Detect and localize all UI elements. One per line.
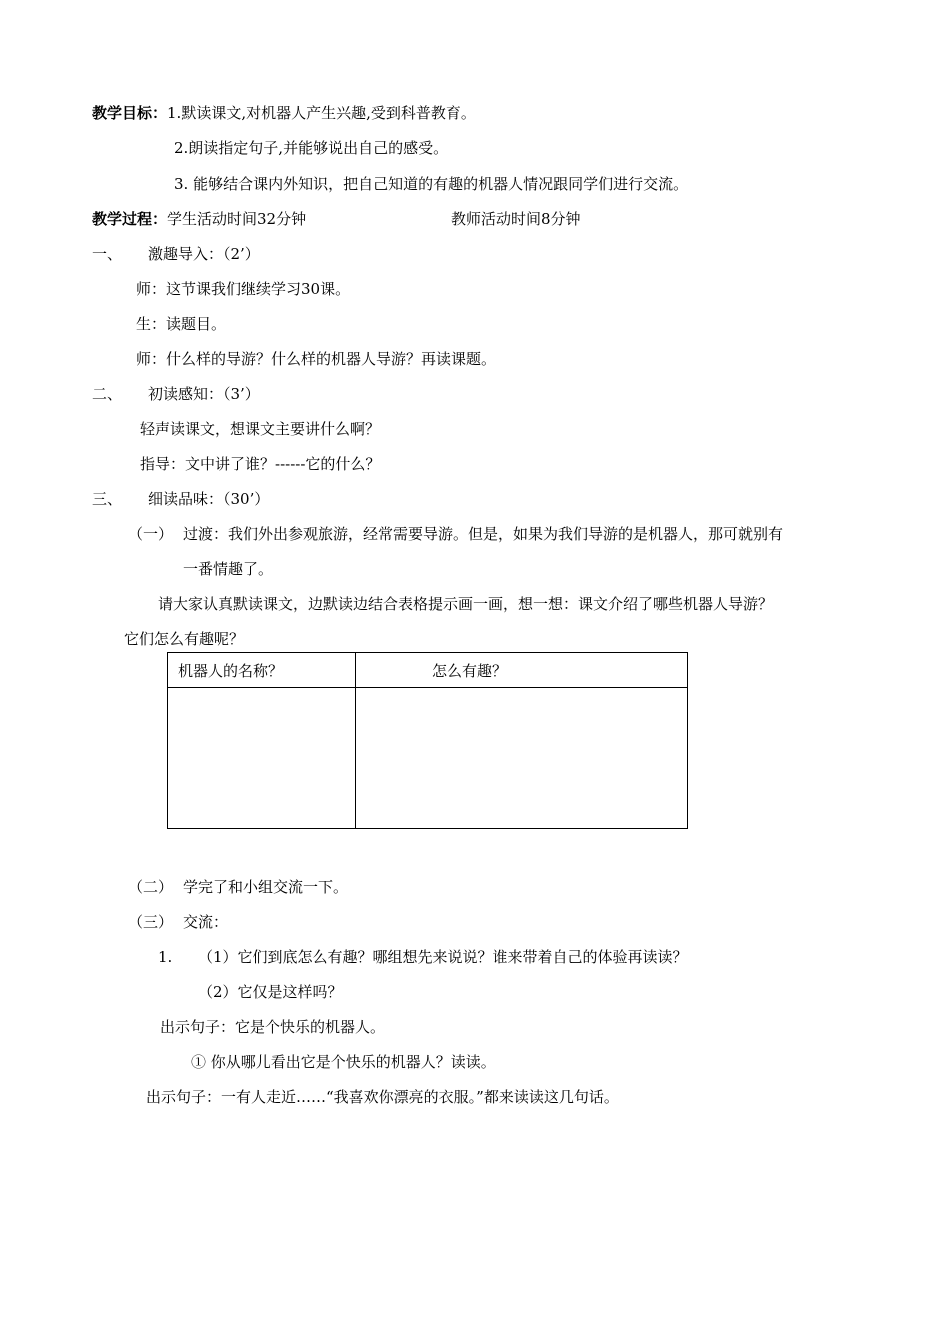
student-time: 学生活动时间32分钟 [167,210,307,228]
item-1-question-1: （1）它们到底怎么有趣？哪组想先来说说？谁来带着自己的体验再读读？ [198,948,688,966]
section2-line-1: 轻声读课文，想课文主要讲什么啊？ [140,420,381,438]
section2-number: 二、 [92,385,123,403]
table-cell-name [168,688,356,829]
robot-table [167,652,688,829]
subsection-3-number: （三） [128,913,174,931]
show-sentence-1: 出示句子：它是个快乐的机器人。 [160,1018,386,1036]
section1-line-1: 师：这节课我们继续学习30课。 [136,280,351,298]
section1-title: 激趣导入：（2’） [148,245,260,263]
subsection-2-number: （二） [128,878,174,896]
table-header-row [168,653,688,688]
teacher-time: 教师活动时间8分钟 [451,210,581,228]
subsection-2-text: 学完了和小组交流一下。 [183,878,349,896]
table-header-name: 机器人的名称？ [168,653,356,688]
section3-number: 三、 [92,490,123,508]
section2-title: 初读感知：（3’） [148,385,260,403]
item-1-question-2: （2）它仅是这样吗？ [198,983,343,1001]
table-header-fun: 怎么有趣？ [356,653,688,688]
subsection-1-text: 过渡：我们外出参观旅游，经常需要导游。但是，如果为我们导游的是机器人，那可就别有 [183,525,784,543]
prompt-line-2: 它们怎么有趣呢？ [124,630,245,648]
objective-item-2: 2.朗读指定句子,并能够说出自己的感受。 [174,139,449,157]
process-line [92,209,306,229]
circle-question-1: ① 你从哪儿看出它是个快乐的机器人？读读。 [191,1053,496,1071]
objective-item-3: 3. 能够结合课内外知识，把自己知道的有趣的机器人情况跟同学们进行交流。 [174,175,689,193]
objectives-label: 教学目标： [92,104,168,122]
show-sentence-2: 出示句子：一有人走近……“我喜欢你漂亮的衣服。”都来读读这几句话。 [146,1088,619,1106]
subsection-1-continued: 一番情趣了。 [183,560,274,578]
item-1-number: 1. [158,948,173,966]
prompt-line-1: 请大家认真默读课文，边默读边结合表格提示画一画，想一想：课文介绍了哪些机器人导游？ [158,595,774,613]
objectives-line-1 [92,103,476,123]
table-cell-fun [356,688,688,829]
section1-number: 一、 [92,245,123,263]
table-blank-row [168,688,688,829]
section2-line-2: 指导：文中讲了谁？------它的什么？ [140,455,381,473]
subsection-1-number: （一） [128,525,174,543]
subsection-3-text: 交流： [183,913,229,931]
section1-line-3: 师：什么样的导游？什么样的机器人导游？再读课题。 [136,350,497,368]
objective-item-1: 1.默读课文,对机器人产生兴趣,受到科普教育。 [167,104,476,122]
section1-line-2: 生：读题目。 [136,315,227,333]
section3-title: 细读品味：（30’） [148,490,270,508]
process-label: 教学过程： [92,210,168,228]
